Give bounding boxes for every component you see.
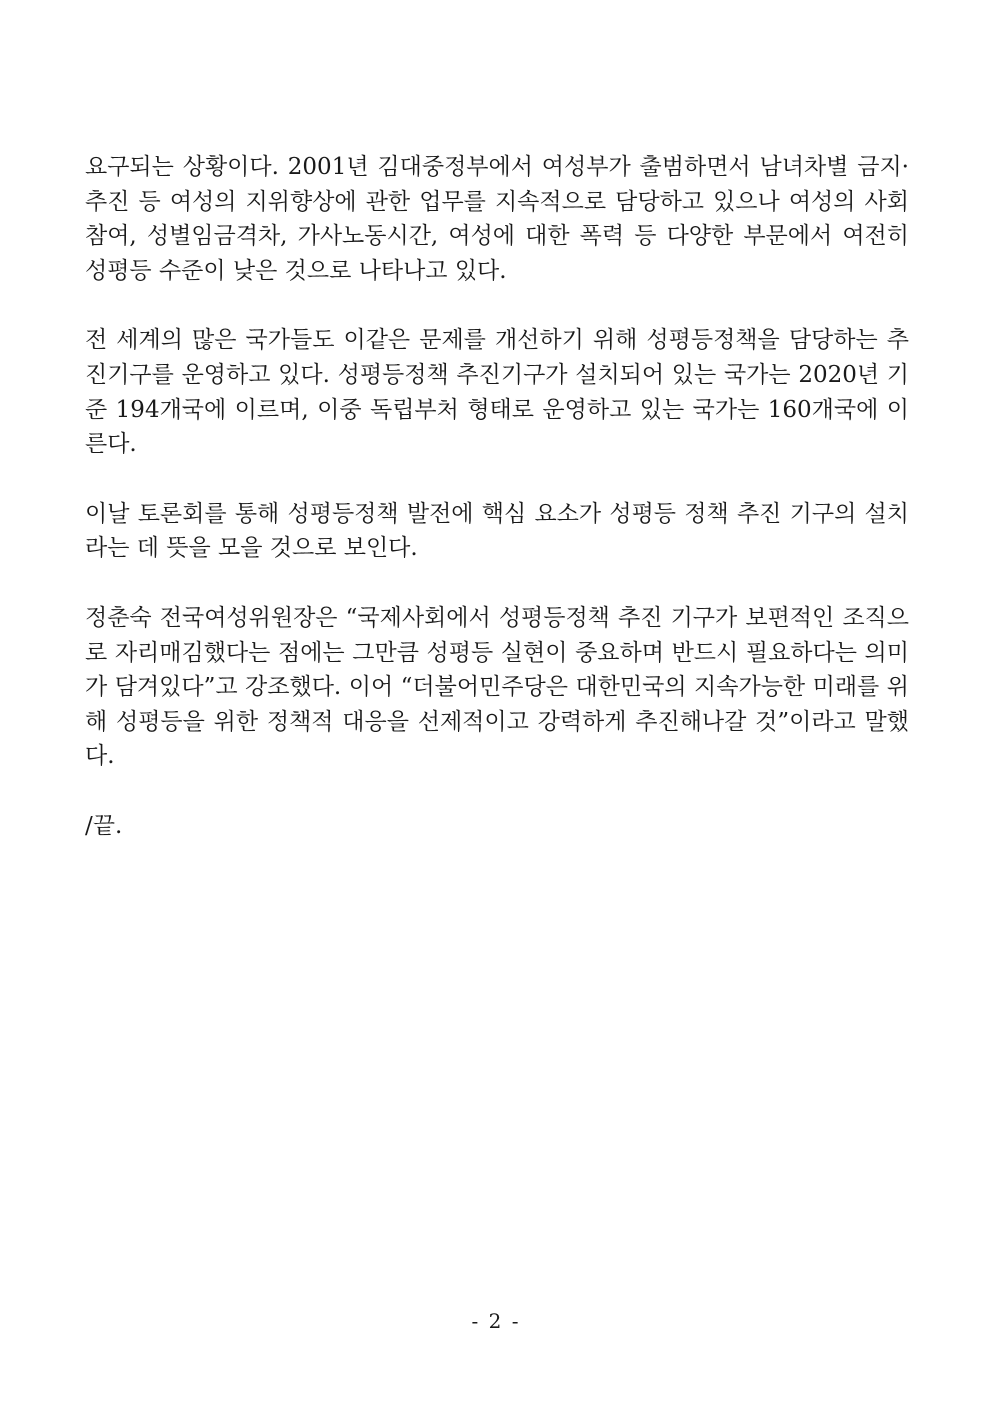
end-mark: /끝. xyxy=(85,812,123,839)
body-paragraph-2: 전 세계의 많은 국가들도 이같은 문제를 개선하기 위해 성평등정책을 담당하는 추진기구를 운영하고 있다. 성평등정책 추진기구가 설치되어 있는 국가는 2020년 기준 194개국에 이르며, 이중 독립부처 형태로 운영하고 있는 국가는 160개국에 이른다. xyxy=(85,327,909,458)
body-paragraph-4: 정춘숙 전국여성위원장은 “국제사회에서 성평등정책 추진 기구가 보편적인 조직으로 자리매김했다는 점에는 그만큼 성평등 실현이 중요하며 반드시 필요하다는 의미가 담겨있다”고 강조했다. 이어 “더불어민주당은 대한민국의 지속가능한 미래를 위해 성평등을 위한 정책적 대응을 선제적이고 강력하게 추진해나갈 것”이라고 말했다. xyxy=(85,604,909,770)
page-number: - 2 - xyxy=(471,1309,521,1333)
document-body xyxy=(85,150,909,844)
body-paragraph-3: 이날 토론회를 통해 성평등정책 발전에 핵심 요소가 성평등 정책 추진 기구의 설치라는 데 뜻을 모을 것으로 보인다. xyxy=(85,500,909,562)
body-paragraph-1: 요구되는 상황이다. 2001년 김대중정부에서 여성부가 출범하면서 남녀차별 금지·추진 등 여성의 지위향상에 관한 업무를 지속적으로 담당하고 있으나 여성의 사회 참여, 성별임금격차, 가사노동시간, 여성에 대한 폭력 등 다양한 부문에서 여전히 성평등 수준이 낮은 것으로 나타나고 있다. xyxy=(85,154,909,284)
